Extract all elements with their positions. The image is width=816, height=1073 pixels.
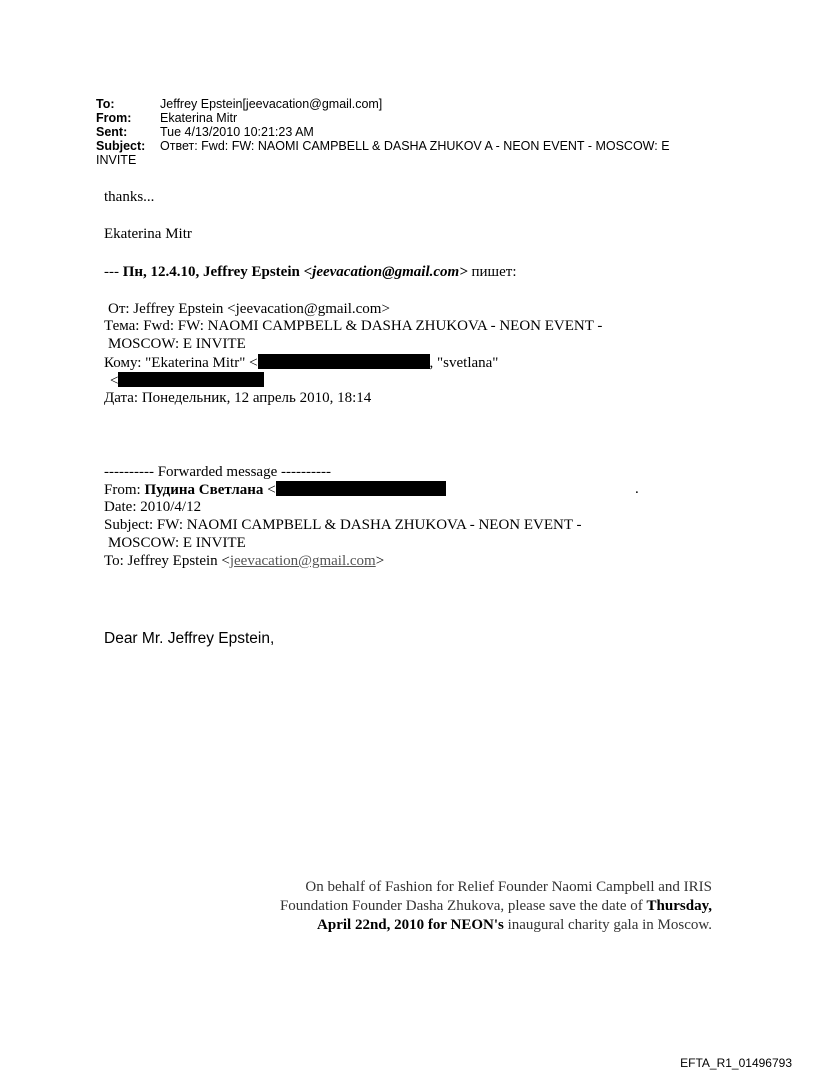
header-to-value: Jeffrey Epstein[jeevacation@gmail.com] [160, 97, 383, 111]
forwarded-subject-line-2: MOSCOW: E INVITE [108, 535, 246, 551]
forwarded-trailing-dot: . [635, 481, 639, 497]
quote-intro [104, 264, 517, 281]
quoted-subject-line-1: Тема: Fwd: FW: NAOMI CAMPBELL & DASHA ZHUKOVA - NEON EVENT - [104, 318, 603, 334]
quoted-to-continuation [110, 372, 264, 390]
forwarded-to-email-link[interactable]: jeevacation@gmail.com [229, 553, 376, 569]
quoted-to-line [104, 354, 498, 372]
forwarded-divider: ---------- Forwarded message ---------- [104, 464, 331, 480]
quote-suffix: пишет: [467, 264, 517, 280]
quoted-to-prefix: Кому: "Ekaterina Mitr" < [104, 355, 258, 371]
greeting: Dear Mr. Jeffrey Epstein, [104, 630, 275, 647]
invitation-line-2-text: Foundation Founder Dasha Zhukova, please save the date of [279, 898, 647, 914]
invitation-line-3-bold: April 22nd, 2010 for NEON's [317, 917, 504, 933]
forwarded-subject-line-1: Subject: FW: NAOMI CAMPBELL & DASHA ZHUKOVA - NEON EVENT - [104, 517, 582, 533]
forwarded-date-line: Date: 2010/4/12 [104, 499, 202, 515]
invitation-line-2-bold: Thursday, [646, 898, 712, 914]
invitation-line-1: On behalf of Fashion for Relief Founder Naomi Campbell and IRIS [305, 879, 712, 895]
header-subject-continuation: INVITE [96, 153, 137, 167]
header-subject-value: Ответ: Fwd: FW: NAOMI CAMPBELL & DASHA ZHUKOV A - NEON EVENT - MOSCOW: E [160, 139, 670, 153]
quoted-to-cont-prefix: < [110, 373, 119, 389]
forwarded-from-bracket: < [263, 482, 276, 498]
invitation-paragraph [192, 878, 712, 935]
reply-thanks: thanks... [104, 189, 155, 205]
document-id: EFTA_R1_01496793 [680, 1056, 792, 1070]
quoted-date-line: Дата: Понедельник, 12 апрель 2010, 18:14 [104, 390, 372, 406]
redaction-bar [118, 372, 264, 387]
quoted-subject-line-2: MOSCOW: E INVITE [108, 336, 246, 352]
header-to-label: To: [96, 97, 115, 111]
invitation-line-3 [192, 916, 712, 935]
invitation-line-2 [192, 897, 712, 916]
forwarded-to-prefix: To: Jeffrey Epstein < [104, 553, 230, 569]
quote-email: <jeevacation@gmail.com> [303, 264, 468, 280]
header-to-row [96, 97, 736, 111]
forwarded-to-suffix: > [375, 553, 385, 569]
header-subject-label: Subject: [96, 139, 146, 153]
redaction-bar [258, 354, 430, 369]
forwarded-to-line [104, 553, 384, 570]
reply-signature: Ekaterina Mitr [104, 226, 192, 242]
quote-date-author: Пн, 12.4.10, Jeffrey Epstein [122, 264, 304, 280]
forwarded-from-prefix: From: [104, 482, 145, 498]
header-sent-value: Tue 4/13/2010 10:21:23 AM [160, 125, 314, 139]
header-subject-row [96, 139, 736, 153]
header-sent-row [96, 125, 736, 139]
quoted-from-line: От: Jeffrey Epstein <jeevacation@gmail.com> [108, 301, 390, 317]
quoted-to-suffix: , "svetlana" [429, 355, 499, 371]
header-from-value: Ekaterina Mitr [160, 111, 238, 125]
redaction-bar [276, 481, 446, 496]
quote-prefix: --- [104, 264, 123, 280]
invitation-line-3-text: inaugural charity gala in Moscow. [503, 917, 712, 933]
forwarded-from-name: Пудина Светлана [144, 482, 264, 498]
header-sent-label: Sent: [96, 125, 128, 139]
forwarded-from-line [104, 481, 446, 499]
email-header [96, 97, 736, 167]
header-from-row [96, 111, 736, 125]
header-from-label: From: [96, 111, 132, 125]
